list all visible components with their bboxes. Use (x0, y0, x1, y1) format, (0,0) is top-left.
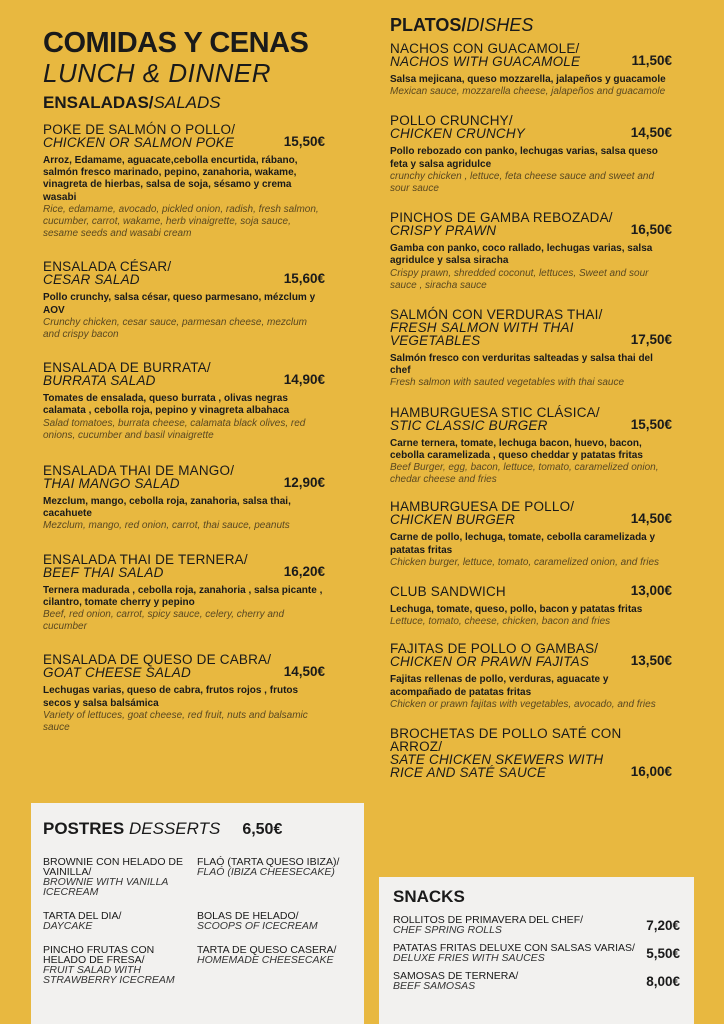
menu-item-description-en: Beef Burger, egg, bacon, lettuce, tomato, caramelized onion, chedar cheese and fries (390, 462, 659, 486)
menu-item-name (43, 653, 271, 679)
menu-subtitle: LUNCH & DINNER (43, 58, 272, 88)
menu-item-description: Gamba con panko, coco rallado, lechugas varias, salsa agridulce y salsa siracha (390, 243, 653, 267)
lunch-dinner-column (43, 28, 325, 734)
menu-item-description: Tomates de ensalada, queso burrata , olivas negras calamata , cebolla roja, pepino y vinagreta albahaca (43, 393, 290, 417)
menu-item-header (390, 583, 672, 598)
menu-item (390, 114, 672, 195)
menu-item-header (43, 361, 325, 387)
menu-item-header (43, 653, 325, 679)
menu-item-description: Salmón fresco con verduritas salteadas y salsa thai del chef (390, 353, 653, 377)
menu-item-description-en: Crunchy chicken, cesar sauce, parmesan cheese, mezclum and crispy bacon (43, 316, 308, 341)
menu-item (390, 211, 672, 292)
dessert-item (43, 857, 195, 897)
menu-item-price: 13,00€ (630, 583, 672, 599)
snack-name-es: ROLLITOS DE PRIMAVERA DEL CHEF/ (393, 914, 584, 926)
menu-item (390, 500, 672, 569)
menu-item-name-en: FRESH SALMON WITH THAI VEGETABLES (390, 320, 574, 349)
menu-item-description-en: Chicken or prawn fajitas with vegetables, avocado, and fries (390, 698, 656, 710)
menu-item-header (390, 114, 672, 140)
menu-item-description: Mezclum, mango, cebolla roja, zanahoria, salsa thai, cacahuete (43, 496, 291, 520)
menu-item-price: 14,90€ (283, 372, 325, 388)
menu-item-price: 16,50€ (630, 222, 672, 238)
menu-item-name (43, 361, 211, 387)
snack-item (393, 915, 680, 935)
menu-item-price: 16,20€ (283, 563, 325, 579)
menu-item (43, 260, 325, 341)
menu-title: COMIDAS Y CENAS (43, 27, 309, 59)
menu-item-name (390, 308, 625, 347)
menu-item-name (43, 553, 248, 579)
menu-item-description-en: Salad tomatoes, burrata cheese, calamata black olives, red onions, cucumber and basil vinaigrette (43, 417, 306, 441)
menu-item-price: 13,50€ (630, 653, 672, 669)
dessert-name-en: FRUIT SALAD WITH STRAWBERRY ICECREAM (43, 964, 175, 986)
menu-item-price: 12,90€ (283, 475, 325, 491)
menu-item (43, 464, 325, 533)
salads-list (43, 123, 325, 734)
menu-item-description-en: Variety of lettuces, goat cheese, red fruit, nuts and balsamic sauce (43, 709, 308, 734)
menu-item (390, 308, 672, 390)
menu-item-header (43, 123, 325, 149)
dessert-name-en: BROWNIE WITH VANILLA ICECREAM (43, 876, 169, 898)
menu-item-name-es: ENSALADA DE QUESO DE CABRA/ (43, 652, 272, 668)
menu-item-name-en: BEEF THAI SALAD (43, 564, 164, 580)
menu-item-description-en: Fresh salmon with sauted vegetables with thai sauce (390, 377, 625, 389)
menu-item-description-en: Lettuce, tomato, cheese, chicken, bacon and fries (390, 616, 611, 628)
menu-item-header (390, 727, 672, 779)
menu-item (390, 727, 672, 779)
dessert-item (197, 857, 357, 897)
menu-item-name (390, 500, 574, 526)
menu-item-name-en: CHICKEN BURGER (390, 512, 516, 528)
menu-item-header (43, 553, 325, 579)
menu-item-name-es: PINCHOS DE GAMBA REBOZADA/ (390, 210, 613, 226)
dessert-name-es: BOLAS DE HELADO/ (197, 910, 299, 922)
snack-price: 5,50€ (646, 945, 680, 961)
menu-item-description-en: crunchy chicken , lettuce, feta cheese sauce and sweet and sour sauce (390, 170, 655, 195)
snack-item (393, 971, 680, 991)
menu-item-description-en: Beef, red onion, carrot, spicy sauce, celery, cherry and cucumber (43, 609, 285, 633)
menu-item-name (390, 114, 525, 140)
menu-item-name-en: NACHOS WITH GUACAMOLE (390, 54, 581, 69)
dessert-item (197, 911, 357, 931)
salads-header: ENSALADAS/SALADS (43, 93, 221, 112)
dishes-header: PLATOS/DISHES (390, 15, 534, 35)
menu-item-price: 14,50€ (630, 511, 672, 527)
menu-item-name-en: THAI MANGO SALAD (43, 476, 180, 492)
snack-name-en: DELUXE FRIES WITH SAUCES (393, 952, 545, 964)
menu-item-name-es: CLUB SANDWICH (390, 584, 506, 600)
menu-item-description: Ternera madurada , cebolla roja, zanahoria , salsa picante , cilantro, tomate cherry y pepino (43, 584, 323, 608)
snacks-list (393, 915, 680, 991)
menu-item-name-en: CESAR SALAD (43, 272, 140, 288)
menu-item-name (390, 211, 613, 237)
menu-item-name-es: ENSALADA THAI DE TERNERA/ (43, 551, 248, 567)
menu-item (43, 123, 325, 240)
menu-item-header (390, 406, 672, 432)
menu-item-price: 15,50€ (283, 134, 325, 149)
dessert-name-es: TARTA DEL DIA/ (43, 910, 122, 922)
menu-item-name-en: STIC CLASSIC BURGER (390, 417, 548, 433)
menu-item-name-en: BURRATA SALAD (43, 373, 156, 389)
menu-item-name-en: SATE CHICKEN SKEWERS WITH RICE AND SATÉ SAUCE (390, 752, 604, 781)
menu-item-name-es: POKE DE SALMÓN O POLLO/ (43, 122, 236, 137)
snack-name (393, 971, 518, 991)
menu-item-description: Lechugas varias, queso de cabra, frutos rojos , frutos secos y salsa balsámica (43, 685, 299, 709)
menu-item-header (390, 642, 672, 668)
menu-item-header (390, 42, 672, 68)
menu-item-price: 11,50€ (631, 53, 672, 68)
dessert-name-en: DAYCAKE (43, 920, 93, 932)
desserts-price: 6,50€ (242, 821, 283, 838)
menu-item-price: 15,50€ (630, 416, 672, 432)
menu-item-description: Pollo crunchy, salsa césar, queso parmesano, mézclum y AOV (43, 292, 316, 316)
menu-item-description-en: Mexican sauce, mozzarella cheese, jalapeños and guacamole (390, 86, 666, 98)
menu-item-price: 14,50€ (283, 664, 325, 680)
menu-item-name-es: HAMBURGUESA DE POLLO/ (390, 499, 575, 515)
menu-item (390, 642, 672, 711)
menu-item-price: 16,00€ (630, 764, 672, 780)
menu-item (43, 653, 325, 734)
menu-item-price: 15,60€ (283, 271, 325, 287)
snack-name-es: SAMOSAS DE TERNERA/ (393, 970, 519, 982)
menu-item-name (43, 464, 234, 490)
snack-price: 8,00€ (646, 973, 680, 989)
snack-name-es: PATATAS FRITAS DELUXE CON SALSAS VARIAS/ (393, 942, 635, 954)
dessert-name-en: HOMEMADE CHEESECAKE (197, 954, 334, 966)
menu-item-name-es: SALMÓN CON VERDURAS THAI/ (390, 307, 603, 323)
dessert-name-es: BROWNIE CON HELADO DE VAINILLA/ (43, 856, 184, 878)
dessert-name-es: TARTA DE QUESO CASERA/ (197, 944, 337, 956)
desserts-title: POSTRES DESSERTS (43, 819, 221, 838)
menu-item-name-es: BROCHETAS DE POLLO SATÉ CON ARROZ/ (390, 726, 622, 755)
dessert-name-es: FLAÓ (TARTA QUESO IBIZA)/ (197, 856, 340, 868)
menu-item-name-es: ENSALADA DE BURRATA/ (43, 360, 211, 376)
menu-item-name-es: ENSALADA CÉSAR/ (43, 259, 172, 275)
menu-item-name-es: HAMBURGUESA STIC CLÁSICA/ (390, 404, 600, 420)
menu-item-description: Pollo rebozado con panko, lechugas varias, salsa queso feta y salsa agridulce (390, 146, 658, 170)
menu-item-description: Salsa mejicana, queso mozzarella, jalapeños y guacamole (390, 74, 666, 85)
menu-item (390, 42, 672, 98)
menu-item-price: 17,50€ (630, 332, 672, 348)
menu-item-name-es: FAJITAS DE POLLO O GAMBAS/ (390, 641, 599, 657)
desserts-box (31, 803, 364, 1024)
menu-item-header (390, 211, 672, 237)
menu-item-name (390, 406, 600, 432)
menu-item-name-en: CHICKEN CRUNCHY (390, 126, 526, 142)
dessert-name-es: PINCHO FRUTAS CON HELADO DE FRESA/ (43, 944, 155, 966)
snack-name-en: BEEF SAMOSAS (393, 980, 476, 992)
snacks-title: SNACKS (393, 887, 465, 906)
menu-item-name (43, 260, 171, 286)
dessert-item (43, 911, 195, 931)
menu-item-description-en: Chicken burger, lettuce, tomato, caramelized onion, and fries (390, 556, 660, 568)
menu-item-name-es: NACHOS CON GUACAMOLE/ (390, 41, 580, 56)
menu-item-header (390, 500, 672, 526)
dessert-name-en: FLAÓ (IBIZA CHEESECAKE) (197, 866, 335, 878)
menu-item-name-es: ENSALADA THAI DE MANGO/ (43, 463, 235, 479)
snack-name-en: CHEF SPRING ROLLS (393, 924, 502, 936)
snack-item (393, 943, 680, 963)
dessert-item (43, 945, 195, 985)
menu-item-description-en: Mezclum, mango, red onion, carrot, thai sauce, peanuts (43, 520, 290, 532)
menu-item-header (43, 260, 325, 286)
snack-price: 7,20€ (646, 917, 680, 933)
menu-item-description-en: Crispy prawn, shredded coconut, lettuces, Sweet and sour sauce , siracha sauce (390, 267, 649, 291)
menu-item-description: Arroz, Edamame, aguacate,cebolla encurtida, rábano, salmón fresco marinado, pepino, zanahoria, wakame, vinagreta de hierbas, salsa de soja, sésamo y crema wasabi (43, 155, 298, 203)
menu-item-name-en: CHICKEN OR SALMON POKE (43, 135, 235, 150)
dessert-name-en: SCOOPS OF ICECREAM (197, 920, 318, 932)
menu-item-name-es: POLLO CRUNCHY/ (390, 113, 513, 129)
menu-item (390, 583, 672, 628)
menu-item-description: Carne de pollo, lechuga, tomate, cebolla caramelizada y patatas fritas (390, 532, 656, 556)
menu-item-header (390, 308, 672, 347)
menu-item-name (390, 585, 506, 598)
menu-item-name-en: CHICKEN OR PRAWN FAJITAS (390, 654, 590, 670)
menu-item-name-en: CRISPY PRAWN (390, 223, 497, 239)
dishes-list (390, 42, 672, 779)
menu-item-price: 14,50€ (630, 125, 672, 141)
desserts-list (43, 857, 352, 985)
menu-item (43, 553, 325, 634)
menu-item (43, 361, 325, 442)
menu-item-name (390, 42, 580, 68)
menu-item-name (390, 642, 598, 668)
snacks-box (379, 877, 694, 1024)
menu-item-description: Fajitas rellenas de pollo, verduras, aguacate y acompañado de patatas fritas (390, 674, 609, 698)
menu-item-description: Lechuga, tomate, queso, pollo, bacon y patatas fritas (390, 604, 643, 616)
dishes-column (390, 14, 672, 779)
menu-item (390, 406, 672, 487)
menu-item-header (43, 464, 325, 490)
menu-item-description: Carne ternera, tomate, lechuga bacon, huevo, bacon, cebolla caramelizada , queso cheddar y patatas fritas (390, 437, 643, 461)
snack-name (393, 943, 635, 963)
menu-item-name (43, 123, 235, 149)
menu-item-name-en: GOAT CHEESE SALAD (43, 665, 191, 681)
snack-name (393, 915, 583, 935)
menu-item-description-en: Rice, edamame, avocado, pickled onion, radish, fresh salmon, cucumber, carrot, wakame, herb vinaigrette, soja sauce, sesame seeds and wasabi cream (43, 203, 319, 240)
menu-item-name (390, 727, 625, 779)
dessert-item (197, 945, 357, 985)
